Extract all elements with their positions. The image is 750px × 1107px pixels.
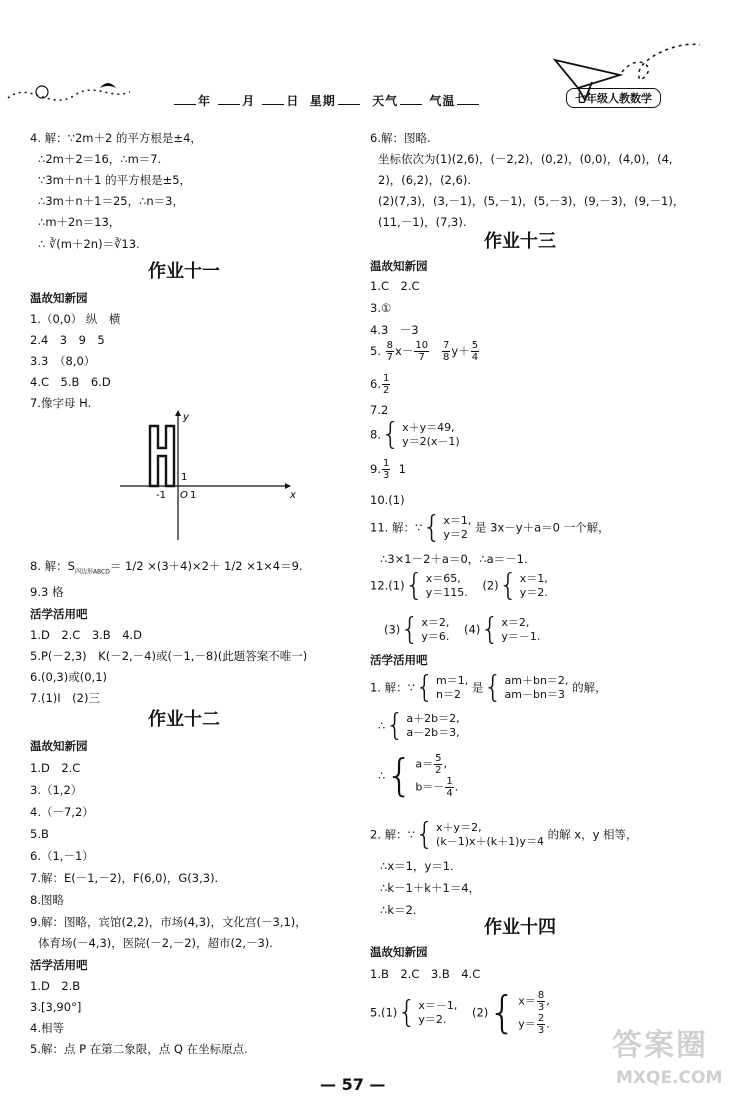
r-q6-line-3: 2)，(6,2)，(2,6). bbox=[378, 173, 471, 187]
h13-q11-line2: ∴3×1－2＋a＝0，∴a＝－1. bbox=[380, 552, 528, 566]
h13-line-1: 1.C 2.C bbox=[370, 279, 420, 293]
h11b-line-3: 6.(0,3)或(0,1) bbox=[30, 670, 107, 684]
y-axis-arrow bbox=[175, 410, 181, 416]
r-q6-line-4: (2)(7,3)，(3,－1)，(5,－1)，(5,－3)，(9,－3)，(9,－1)， bbox=[378, 194, 685, 208]
date-line: 年 月 日 星期 天气 气温 bbox=[172, 92, 481, 109]
watermark-logo: 答案圈 bbox=[612, 1028, 708, 1063]
h13-q5: 5. $\frac{8}{7}$ x－ $\frac{10}{7}$ $\frac{7}{8}$ y＋ $\frac{5}{4}$ bbox=[370, 340, 479, 363]
apply-q1-sys4: ∴{ a＝ $\frac{5}{2}$ , b＝－ $\frac{1}{4}$ . bbox=[378, 750, 459, 801]
tick-neg1: -1 bbox=[156, 490, 166, 501]
h12-line-8: 9.解：图略，宾馆(2,2)，市场(4,3)，文化宫(－3,1)， bbox=[30, 915, 307, 929]
h12-line-2: 3.（1,2） bbox=[30, 783, 83, 797]
h12b-line-3: 4.相等 bbox=[30, 1021, 64, 1035]
bird-icon bbox=[100, 83, 116, 88]
h14-line-1: 1.B 2.C 3.B 4.C bbox=[370, 967, 481, 981]
h11-line-5: 7.像字母 H. bbox=[30, 396, 92, 410]
apply-q1: 1. 解：∵{ m＝1, n＝2 是{ am＋bn＝2, am－bn＝3 的解， bbox=[370, 670, 607, 705]
h13-line-2: 3.① bbox=[370, 301, 392, 315]
letter-h-shape bbox=[150, 426, 174, 486]
h12b-line-1: 1.D 2.B bbox=[30, 979, 81, 993]
h13-q6: 6. $\frac{1}{2}$ bbox=[370, 373, 390, 396]
h11b-line-1: 1.D 2.C 3.B 4.D bbox=[30, 628, 143, 642]
r-q6-line-1: 6.解：图略. bbox=[370, 131, 431, 145]
h11-line-1: 1.（0,0） 纵 横 bbox=[30, 312, 121, 326]
origin-label: O bbox=[180, 490, 188, 501]
subsection-apply-3: 活学活用吧 bbox=[370, 653, 428, 667]
h12-line-1: 1.D 2.C bbox=[30, 761, 81, 775]
tick-y1: 1 bbox=[181, 472, 188, 483]
h13-q9: 9. $\frac{1}{3}$ 1 bbox=[370, 458, 406, 481]
h13-line-3: 4.3 －3 bbox=[370, 323, 419, 337]
spiral-icon bbox=[36, 86, 48, 98]
subsection-review-4: 温故知新园 bbox=[370, 945, 428, 959]
apply-q2-line3: ∴k－1＋k＋1＝4， bbox=[380, 881, 481, 895]
x-label: x bbox=[290, 490, 296, 501]
subsection-review-3: 温故知新园 bbox=[370, 259, 428, 273]
subsection-apply-2: 活学活用吧 bbox=[30, 958, 88, 972]
apply-q2-line4: ∴k＝2. bbox=[380, 903, 417, 917]
q4-line-6: ∴ ∛(m＋2n)＝∛13. bbox=[38, 237, 140, 251]
coordinate-graph-h bbox=[120, 408, 300, 543]
watermark-url: MXQE.COM bbox=[616, 1068, 723, 1088]
h12-line-9: 体育场(－4,3)，医院(－2,－2)，超市(2,－3). bbox=[38, 936, 273, 950]
page-number: — 57 — bbox=[320, 1075, 386, 1094]
apply-q2-line2: ∴x＝1，y＝1. bbox=[380, 859, 454, 873]
subsection-review: 温故知新园 bbox=[30, 291, 88, 305]
h13-q10: 10.(1) bbox=[370, 493, 405, 507]
subsection-apply: 活学活用吧 bbox=[30, 607, 88, 621]
h13-q12-row1: 12.(1){ x＝65, y＝115. (2){ x＝1, y＝2. bbox=[370, 568, 548, 603]
q4-line-4: ∴3m＋n＋1＝25，∴n＝3， bbox=[38, 194, 184, 208]
h11-line-3: 3.3 （8,0） bbox=[30, 354, 96, 368]
section-title-hw13: 作业十三 bbox=[484, 231, 556, 252]
apply-q2: 2. 解：∵{ x＋y＝2, (k－1)x＋(k＋1)y＝4 的解 x，y 相等， bbox=[370, 817, 638, 852]
h13-q11: 11. 解：∵{ x＝1, y＝2 是 3x－y＋a＝0 一个解， bbox=[370, 510, 610, 545]
h14-q5: 5.(1){ x＝－1, y＝2. (2){ x＝ $\frac{8}{3}$ , y＝ $\frac{2}{3}$ . bbox=[370, 987, 550, 1038]
dotted-trail-right bbox=[622, 44, 700, 80]
y-label: y bbox=[183, 412, 189, 423]
h11-line-2: 2.4 3 9 5 bbox=[30, 333, 105, 347]
r-q6-line-2: 坐标依次为(1)(2,6)，(－2,2)，(0,2)，(0,0)，(4,0)，(4, bbox=[378, 152, 673, 166]
book-title: 七年级人教数学 bbox=[566, 88, 661, 108]
q4-line-1: 4. 解：∵2m＋2 的平方根是±4， bbox=[30, 131, 202, 145]
h12-line-7: 8.图略 bbox=[30, 893, 64, 907]
section-title-hw14: 作业十四 bbox=[484, 917, 556, 938]
h11b-line-2: 5.P(－2,3) K(－2,－4)或(－1,－8)(此题答案不唯一) bbox=[30, 649, 308, 663]
h11b-line-4: 7.(1)Ⅰ (2)三 bbox=[30, 691, 100, 705]
dotted-wave-left bbox=[8, 90, 130, 100]
h12-line-3: 4.（－7,2） bbox=[30, 805, 94, 819]
tick-1: 1 bbox=[190, 490, 197, 501]
h12-line-5: 6.（1,－1） bbox=[30, 849, 94, 863]
section-title-hw11: 作业十一 bbox=[148, 261, 220, 282]
r-q6-line-5: (11,－1)，(7,3). bbox=[378, 215, 467, 229]
subsection-review-2: 温故知新园 bbox=[30, 739, 88, 753]
h13-q7: 7.2 bbox=[370, 403, 389, 417]
h13-q12-row2: (3){ x＝2, y＝6. (4){ x＝2, y＝－1. bbox=[384, 612, 541, 647]
h11-line-4: 4.C 5.B 6.D bbox=[30, 375, 111, 389]
q4-line-5: ∴m＋2n＝13， bbox=[38, 215, 121, 229]
h12b-line-2: 3.[3,90°] bbox=[30, 1000, 82, 1014]
x-axis-arrow bbox=[285, 483, 291, 489]
h12-line-4: 5.B bbox=[30, 827, 49, 841]
h13-q8: 8.{ x＋y＝49, y＝2(x－1) bbox=[370, 417, 460, 452]
section-title-hw12: 作业十二 bbox=[148, 709, 220, 730]
q9-line: 9.3 格 bbox=[30, 585, 64, 599]
apply-q1-sys3: ∴{ a＋2b＝2, a－2b＝3, bbox=[378, 708, 460, 743]
q4-line-3: ∵3m＋n＋1 的平方根是±5， bbox=[38, 173, 192, 187]
q8-line: 8. 解：$S_{四边形ABCD}= 1/2 \times(3+4)\times 2+ 1/2 \times 1\times 4=9$. bbox=[30, 559, 303, 576]
q4-line-2: ∴2m＋2＝16，∴m＝7. bbox=[38, 152, 162, 166]
h12-line-6: 7.解：E(－1,－2)，F(6,0)，G(3,3). bbox=[30, 871, 219, 885]
h12b-line-4: 5.解：点 P 在第二象限，点 Q 在坐标原点. bbox=[30, 1042, 248, 1056]
page-header bbox=[0, 0, 750, 120]
